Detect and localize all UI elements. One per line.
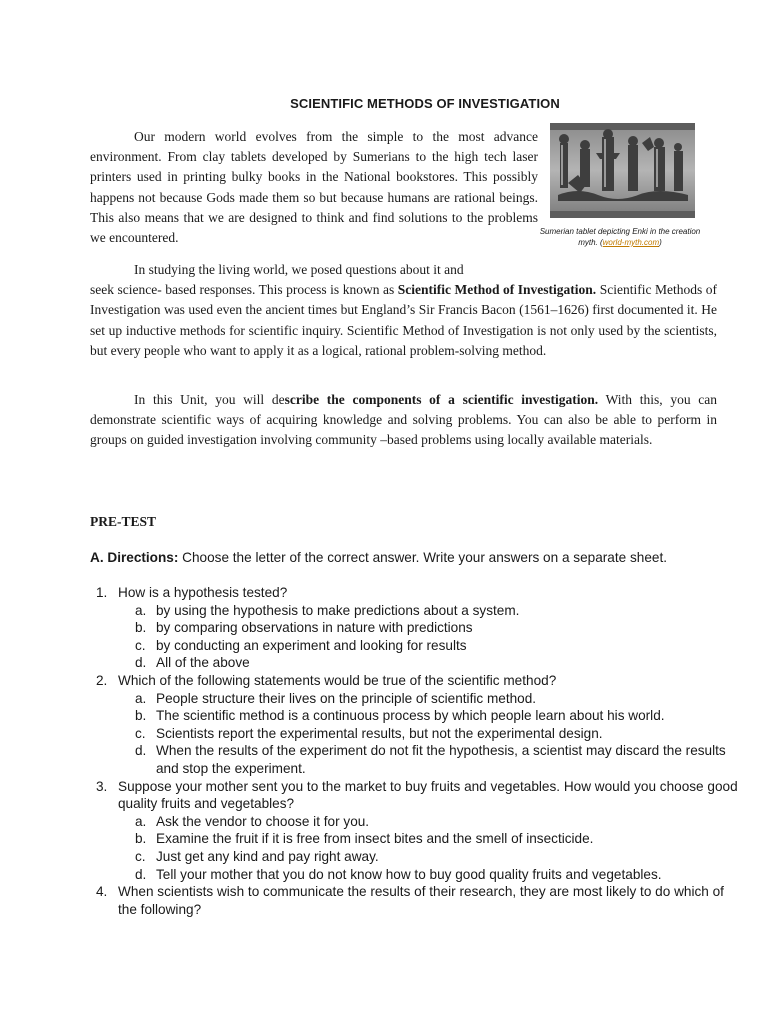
choice-letter: d. <box>135 655 147 671</box>
choice-text: Tell your mother that you do not know how to buy good quality fruits and vegetables. <box>156 866 662 882</box>
choice-d <box>118 742 736 777</box>
choice-list <box>118 690 736 778</box>
choice-letter: d. <box>135 743 147 759</box>
choice-b <box>118 830 738 848</box>
choice-b <box>118 619 736 637</box>
intro-paragraph <box>90 127 538 248</box>
choice-text: Just get any kind and pay right away. <box>156 848 379 864</box>
paragraph-studying <box>90 260 717 361</box>
page-title <box>0 96 768 111</box>
question-text: When scientists wish to communicate the results of their research, they are most likely to do which of the following? <box>118 884 724 917</box>
choice-text: by using the hypothesis to make predictions about a system. <box>156 602 520 618</box>
sumerian-tablet-illustration <box>550 123 695 218</box>
question-list <box>96 584 736 918</box>
question-2 <box>96 672 736 778</box>
choice-letter: a. <box>135 690 147 706</box>
paragraph-unit-rest: With this, you can demonstrate scientific ways of acquiring knowledge and solving problems. You can also be able to perform in groups on guided investigation involving community –based problems using locally available materials. <box>90 392 718 448</box>
choice-text: by conducting an experiment and looking for results <box>156 637 467 653</box>
choice-letter: c. <box>135 848 146 864</box>
bold-objective: scribe the components of a scientific investigation. <box>284 392 599 407</box>
caption-end: ) <box>659 238 662 247</box>
choice-text: All of the above <box>156 655 250 671</box>
choice-text: Examine the fruit if it is free from insect bites and the smell of insecticide. <box>156 831 594 847</box>
choice-c <box>118 848 738 866</box>
question-number: 3. <box>96 778 108 794</box>
choice-letter: a. <box>135 602 147 618</box>
title-text: SCIENTIFIC METHODS OF INVESTIGATION <box>290 96 560 111</box>
choice-list <box>118 602 736 672</box>
choice-letter: c. <box>135 637 146 653</box>
question-number: 2. <box>96 672 108 688</box>
question-text: Which of the following statements would be true of the scientific method? <box>118 672 557 688</box>
paragraph-unit <box>90 390 717 451</box>
question-number: 4. <box>96 884 108 900</box>
choice-a <box>118 602 736 620</box>
choice-a <box>118 813 738 831</box>
directions <box>90 549 730 567</box>
choice-c <box>118 637 736 655</box>
paragraph-studying-rest: Scientific Methods of Investigation was used even the ancient times but England’s Sir Francis Bacon (1561–1626) first documented it. He set up inductive methods for scientific inquiry. Scientific Method of Investigation is not only used by the scientists, but every people who want to apply it as a logical, rational problem-solving method. <box>90 282 717 358</box>
figure-caption <box>530 226 710 248</box>
choice-text: The scientific method is a continuous process by which people learn about his world. <box>156 708 665 724</box>
question-1 <box>96 584 736 672</box>
question-3 <box>96 778 738 884</box>
choice-letter: c. <box>135 725 146 741</box>
choice-text: Scientists report the experimental results, but not the experimental design. <box>156 725 603 741</box>
caption-source-link[interactable]: world-myth.com <box>602 238 660 247</box>
choice-letter: b. <box>135 708 147 724</box>
choice-d <box>118 866 738 884</box>
paragraph-studying-line1: In studying the living world, we posed questions about it and <box>134 262 464 277</box>
caption-text: Sumerian tablet depicting Enki in the creation myth. ( <box>539 227 701 247</box>
sumerian-tablet-image <box>550 123 695 218</box>
choice-text: Ask the vendor to choose it for you. <box>156 813 370 829</box>
question-text: How is a hypothesis tested? <box>118 585 288 600</box>
choice-text: When the results of the experiment do not fit the hypothesis, a scientist may discard the results and stop the experiment. <box>156 743 726 776</box>
choice-list <box>118 813 738 883</box>
question-4 <box>96 883 738 918</box>
directions-text: Choose the letter of the correct answer. Write your answers on a separate sheet. <box>178 550 667 565</box>
bold-term-scientific-method: Scientific Method of Investigation. <box>397 282 597 298</box>
choice-text: People structure their lives on the principle of scientific method. <box>156 690 537 706</box>
pretest-heading: PRE-TEST <box>90 514 157 529</box>
choice-letter: b. <box>135 831 147 847</box>
choice-c <box>118 725 736 743</box>
directions-label: A. Directions: <box>90 550 179 565</box>
choice-letter: b. <box>135 620 147 636</box>
choice-text: by comparing observations in nature with predictions <box>156 620 473 636</box>
choice-d <box>118 654 736 672</box>
choice-b <box>118 707 736 725</box>
paragraph-unit-text: In this Unit, you will de <box>134 392 285 407</box>
paragraph-studying-text: seek science- based responses. This process is known as <box>90 282 398 298</box>
question-text: Suppose your mother sent you to the market to buy fruits and vegetables. How would you choose good quality fruits and vegetables? <box>118 778 738 812</box>
question-number: 1. <box>96 585 108 600</box>
choice-letter: a. <box>135 813 147 829</box>
choice-letter: d. <box>135 866 147 882</box>
intro-paragraph-text: Our modern world evolves from the simple to the most advance environment. From clay tablets developed by Sumerians to the high tech laser printers used in printing bulky books in the National bookstores. This possibly happens not because Gods made them so but because humans are rational beings. This also means that we are designed to think and find solutions to the problems we encountered. <box>90 129 538 246</box>
choice-a <box>118 690 736 708</box>
